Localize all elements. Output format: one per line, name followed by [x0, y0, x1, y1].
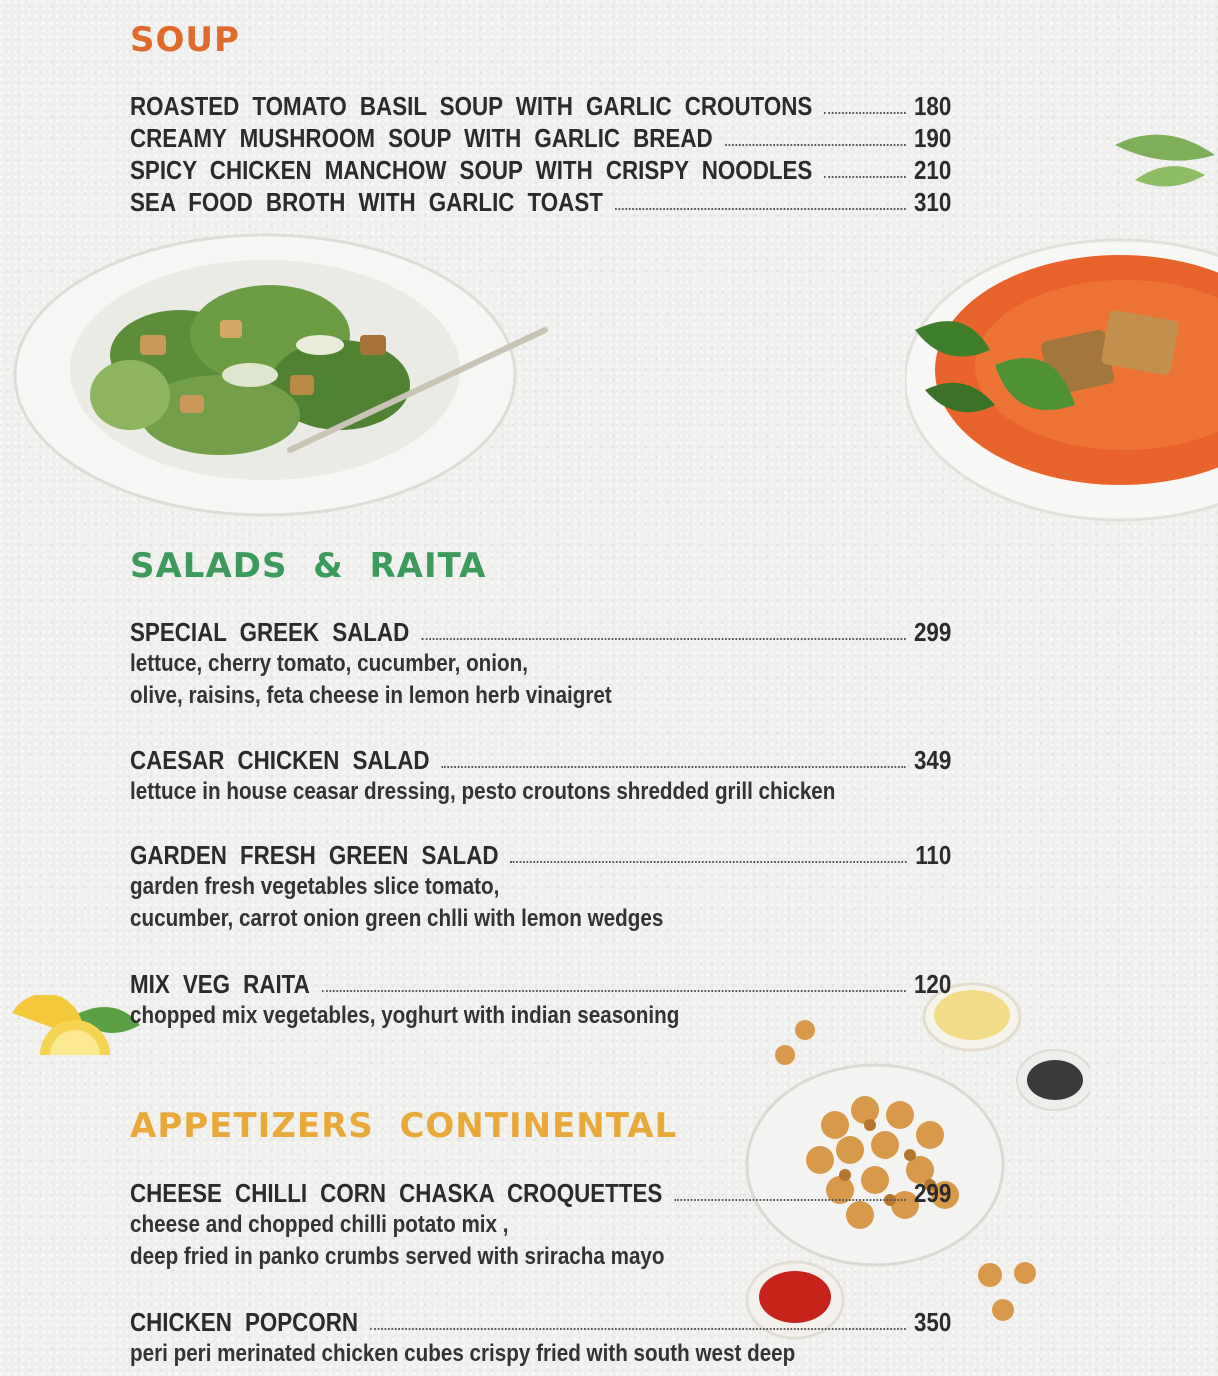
menu-item	[130, 616, 1085, 712]
dot-leader	[824, 112, 905, 114]
item-price: 190	[913, 123, 952, 153]
chicken-popcorn-plate-image	[745, 975, 1090, 1360]
item-price: 350	[913, 1307, 952, 1337]
soup-heading: SOUP	[130, 20, 240, 60]
item-name: SPICY CHICKEN MANCHOW SOUP WITH CRISPY NOODLES	[130, 155, 813, 185]
item-name: SEA FOOD BROTH WITH GARLIC TOAST	[130, 187, 603, 217]
item-name: SPECIAL GREEK SALAD	[130, 617, 410, 647]
item-price: 210	[913, 155, 952, 185]
menu-item	[130, 968, 1085, 1032]
dot-leader	[442, 766, 906, 768]
salads-heading: SALADS & RAITA	[130, 546, 487, 586]
item-description: lettuce in house ceasar dressing, pesto croutons shredded grill chicken	[130, 778, 836, 805]
salad-bowl-image	[10, 225, 550, 525]
item-name: CREAMY MUSHROOM SOUP WITH GARLIC BREAD	[130, 123, 713, 153]
item-name: CAESAR CHICKEN SALAD	[130, 745, 430, 775]
dot-leader	[674, 1199, 905, 1201]
dot-leader	[322, 990, 906, 992]
item-description: olive, raisins, feta cheese in lemon herb vinaigret	[130, 682, 612, 709]
menu-item	[130, 90, 1085, 122]
menu-item	[130, 1306, 1085, 1370]
item-description: deep fried in panko crumbs served with sriracha mayo	[130, 1243, 665, 1270]
item-description: cucumber, carrot onion green chlli with lemon wedges	[130, 905, 664, 932]
dot-leader	[615, 208, 905, 210]
item-name: MIX VEG RAITA	[130, 969, 310, 999]
menu-item	[130, 154, 1085, 186]
dot-leader	[824, 176, 905, 178]
dot-leader	[725, 144, 906, 146]
item-description: garden fresh vegetables slice tomato,	[130, 873, 500, 900]
item-description: peri peri merinated chicken cubes crispy fried with south west deep	[130, 1340, 796, 1367]
item-price: 110	[915, 840, 952, 870]
item-name: GARDEN FRESH GREEN SALAD	[130, 840, 499, 870]
item-price: 180	[913, 91, 952, 121]
item-price: 310	[913, 187, 952, 217]
item-price: 299	[913, 617, 952, 647]
item-name: ROASTED TOMATO BASIL SOUP WITH GARLIC CROUTONS	[130, 91, 813, 121]
menu-item	[130, 1177, 1085, 1273]
item-name: CHICKEN POPCORN	[130, 1307, 359, 1337]
menu-item	[130, 122, 1085, 154]
item-price: 349	[913, 745, 952, 775]
item-description: cheese and chopped chilli potato mix ,	[130, 1211, 509, 1238]
appetizers-heading: APPETIZERS CONTINENTAL	[130, 1106, 678, 1146]
dot-leader	[370, 1328, 905, 1330]
dot-leader	[511, 861, 907, 863]
item-description: chopped mix vegetables, yoghurt with indian seasoning	[130, 1002, 680, 1029]
dot-leader	[421, 638, 905, 640]
item-description: lettuce, cherry tomato, cucumber, onion,	[130, 650, 528, 677]
item-price: 299	[913, 1178, 952, 1208]
item-name: CHEESE CHILLI CORN CHASKA CROQUETTES	[130, 1178, 663, 1208]
menu-item	[130, 839, 1085, 935]
menu-item	[130, 744, 1085, 808]
menu-item	[130, 186, 1085, 218]
lemon-wedges-image	[5, 995, 145, 1075]
item-price: 120	[913, 969, 952, 999]
